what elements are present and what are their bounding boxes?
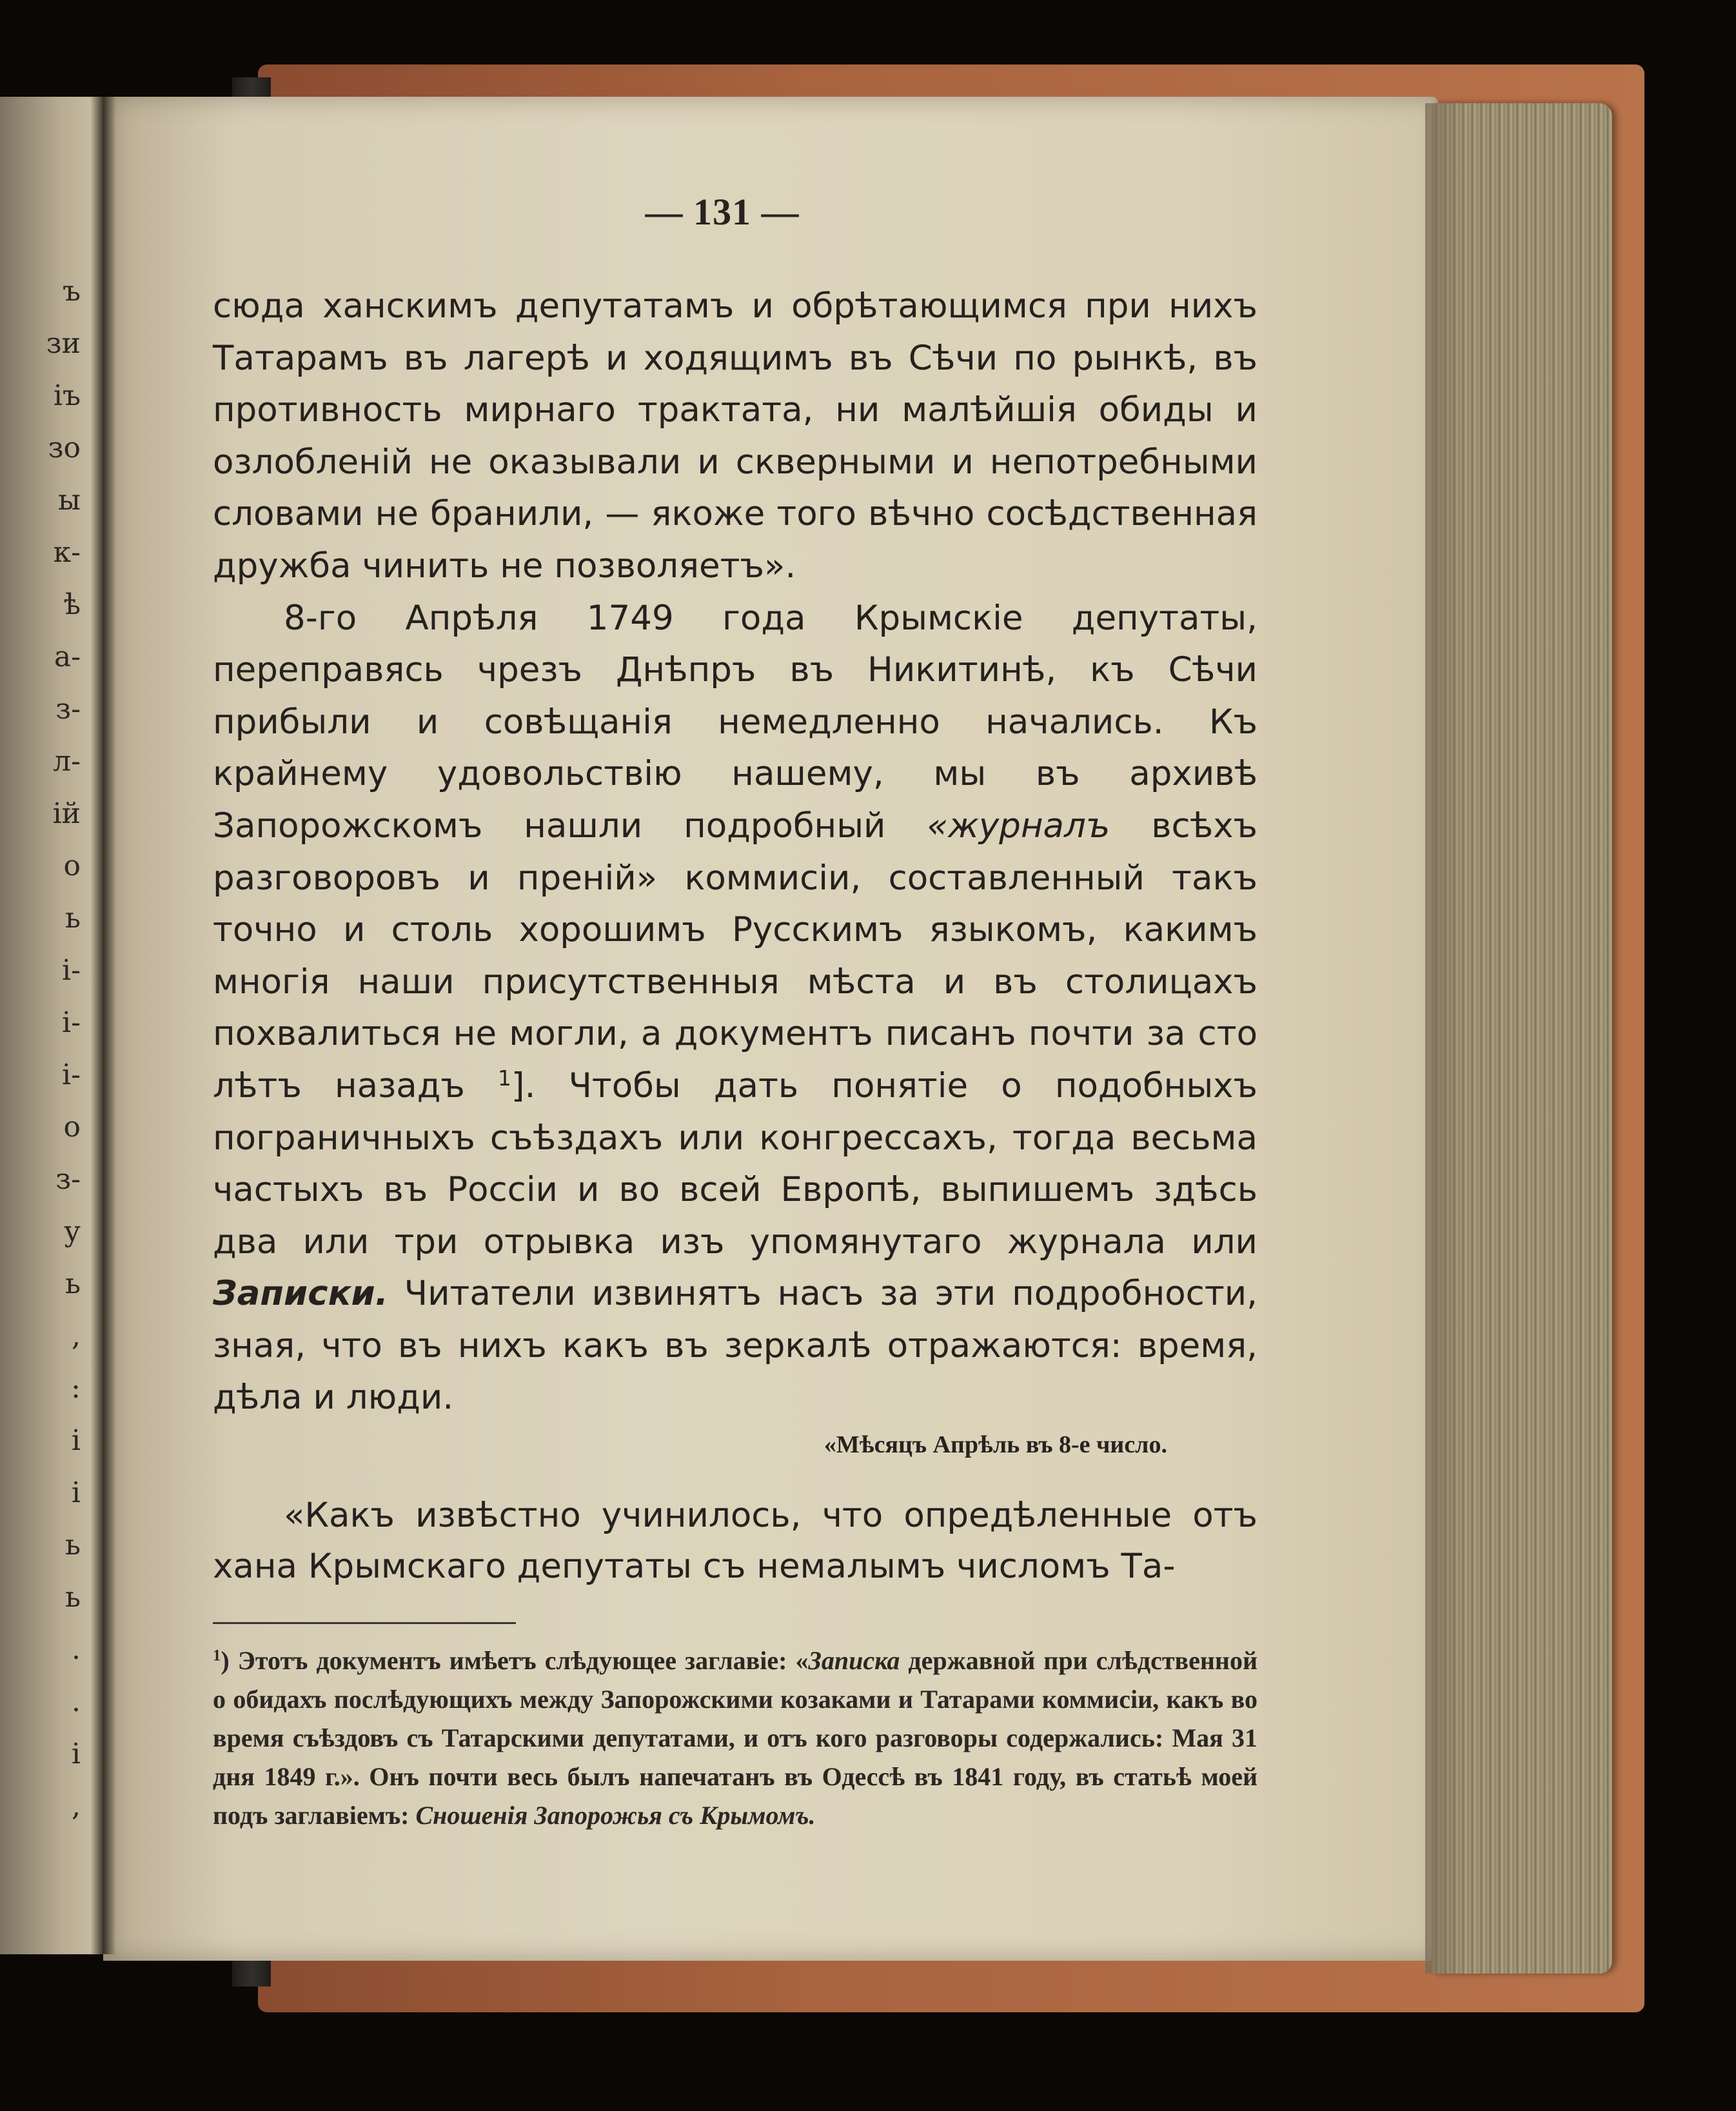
footnote-italic-title: Сношенія Запорожья съ Крымомъ. [415,1801,816,1830]
left-page-fragment: о [63,849,81,882]
footnote-text-b: державной при слѣдственной о обидахъ послѣдующихъ между Запорожскими козаками и Татарами коммисіи, какъ во время съѣздовъ съ Татарскими депутатами, и отъ кого разговоры содержались: Мая 31 дня 1849 г.». Онъ почти весь былъ напечатанъ въ Одессѣ въ 1841 году, въ статьѣ моей подъ заглавіемъ: [213,1646,1258,1830]
footnote-mark: 1 [213,1647,221,1665]
footnote [213,1641,1258,1835]
left-page-fragment: ь [65,902,81,935]
journal-italic: «журналъ [927,806,1110,846]
left-page-fragment: ы [57,484,81,517]
left-page-fragment: іъ [53,379,81,412]
footnote-italic-zapiska: Записка [808,1646,900,1675]
footnote-divider [213,1622,516,1624]
left-page-fragment: ь [65,1581,81,1614]
page-number: — 131 — [645,191,800,233]
left-page-fragment: і- [62,1058,81,1091]
quote-text [213,1490,1258,1592]
left-page-fragment: . [72,1685,81,1718]
left-page-fragment: л- [53,745,81,778]
left-page-fragment: і [71,1738,81,1770]
paragraph-2 [213,593,1258,1425]
page-edges-shade [1425,103,1464,1974]
left-page-fragment: а- [54,640,81,673]
left-page-fragment: ь [65,1529,81,1561]
left-page-text-fragments [0,277,87,1890]
footnote-reference: 1 [498,1065,511,1091]
left-page-fragment: ъ [63,275,81,308]
dateline: «Мѣсяцъ Апрѣль въ 8-е число. [824,1431,1167,1458]
book-gutter [90,97,116,1954]
zapiski-italic: Записки. [213,1274,388,1314]
left-page-fragment: у [64,1215,81,1248]
paragraph-1: сюда ханскимъ депутатамъ и обрѣтающимся при нихъ Татарамъ въ лагерѣ и ходящимъ въ Сѣчи по рынкѣ, въ противность мирнаго трактата, ни малѣйшія обиды и озлобленій не оказывали и скверными и непотребными словами не бранили, — якоже того вѣчно сосѣдственная дружба чинить не позволяетъ». [213,286,1258,586]
footnote-text-a: ) Этотъ документъ имѣетъ слѣдующее заглавіе: « [221,1646,809,1675]
left-page-fragment: о [63,1111,81,1144]
left-page-fragment: зо [48,431,81,464]
left-page-fragment: ій [52,797,81,830]
left-page-fragment: і [71,1476,81,1509]
paragraph-2-part-d: Читатели извинятъ насъ за эти подробности, зная, что въ нихъ какъ въ зеркалѣ отражаются: время, дѣла и люди. [213,1274,1258,1418]
left-page-fragment: ѣ [63,588,81,621]
left-page-fragment: з- [55,693,81,726]
left-page-fragment: з- [55,1163,81,1196]
paragraph-2-part-b: всѣхъ разговоровъ и преній» коммисіи, составленный такъ точно и столь хорошимъ Русскимъ языкомъ, какимъ многія наши присутственныя мѣста и въ столицахъ похвалиться не могли, а документъ писанъ почти за сто лѣтъ назадъ [213,806,1258,1105]
left-page-fragment: , [72,1320,81,1353]
body-text [213,281,1258,1424]
left-page-fragment: і- [62,954,81,987]
left-page-fragment: к- [53,536,81,569]
left-page-fragment: і [71,1424,81,1457]
quote-paragraph: «Какъ извѣстно учинилось, что опредѣленные отъ хана Крымскаго депутаты съ немалымъ числомъ Та- [213,1496,1258,1586]
left-page-fragment: зи [46,327,81,360]
left-page-fragment: і- [62,1006,81,1039]
paragraph-2-part-a: 8-го Апрѣля 1749 года Крымскіе депутаты, переправясь чрезъ Днѣпръ въ Никитинѣ, къ Сѣчи прибыли и совѣщанія немедленно начались. Къ крайнему удовольствію нашему, мы въ архивѣ Запорожскомъ нашли подробный [213,598,1258,846]
left-page-fragment: . [72,1633,81,1666]
left-page-fragment: , [72,1790,81,1823]
footnote-paragraph [213,1641,1258,1835]
left-page-fragment: ь [65,1267,81,1300]
paragraph-2-part-c: ]. Чтобы дать понятіе о подобныхъ пограничныхъ съѣздахъ или конгрессахъ, тогда весьма частыхъ въ Россіи и во всей Европѣ, выпишемъ здѣсь два или три отрывка изъ упомянутаго журнала или [213,1065,1258,1262]
left-page-fragment: : [71,1372,81,1405]
